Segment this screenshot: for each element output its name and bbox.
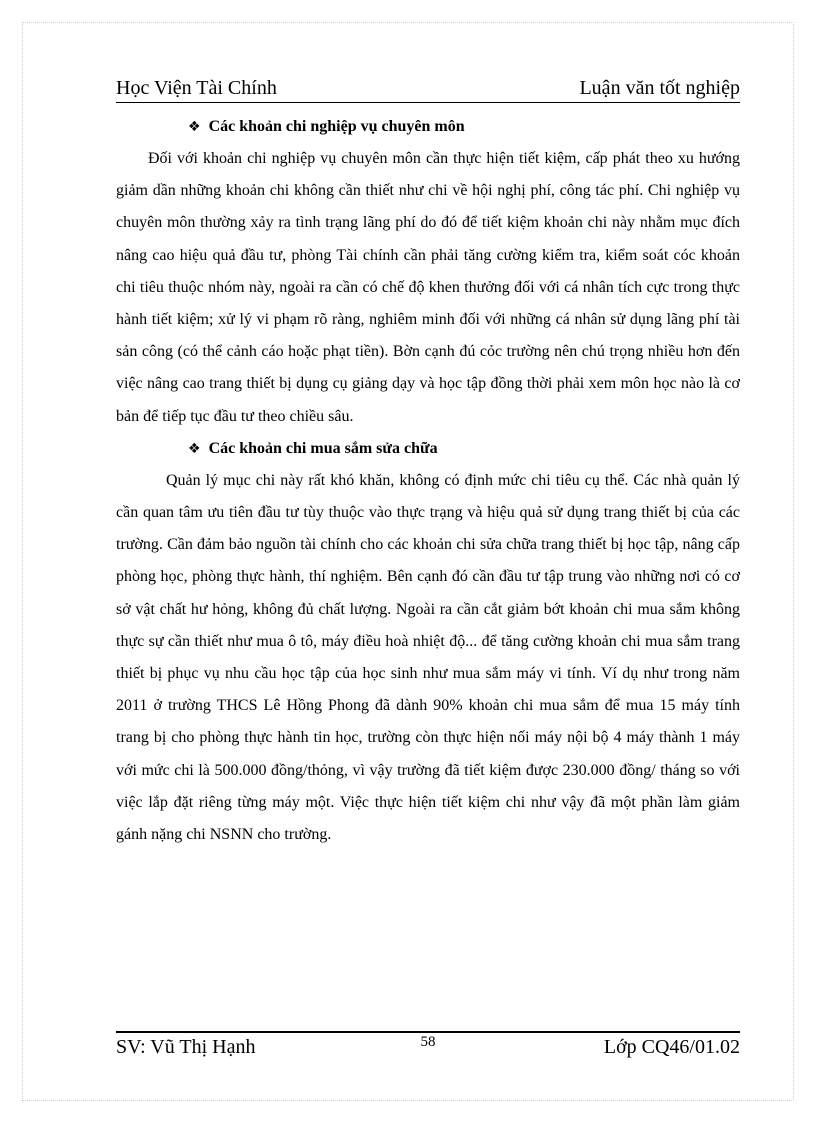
section-heading-text: Các khoản chi mua sắm sửa chữa xyxy=(208,439,438,457)
page-footer xyxy=(116,1036,740,1066)
page-border-top xyxy=(22,22,794,23)
paragraph-professional-expenses: Đối với khoản chi nghiệp vụ chuyên môn cần thực hiện tiết kiệm, cấp phát theo xu hướng giảm dần những khoản chi không cần thiết như chi về hội nghị phí, công tác phí. Chi nghiệp vụ chuyên môn thường xảy ra tình trạng lãng phí do đó để tiết kiệm khoản chi này nhằm mục đích nâng cao hiệu quả đầu tư, phòng Tài chính cần phải tăng cường kiểm tra, kiểm soát cóc khoản chi tiêu thuộc nhóm này, ngoài ra cần có chế độ khen thưởng đối với cá nhân tích cực trong thực hành tiết kiệm; xử lý vi phạm rõ ràng, nghiêm minh đối với những cá nhân sử dụng lãng phí tài sản công (có thể cảnh cáo hoặc phạt tiền). Bờn cạnh đú cỏc trường nên chú trọng nhiều hơn đến việc nâng cao trang thiết bị dụng cụ giảng dạy và học tập đồng thời phải xem môn học nào là cơ bản để tiếp tục đầu tư theo chiều sâu. xyxy=(116,150,740,425)
section-heading-professional-expenses xyxy=(116,111,740,143)
footer-divider xyxy=(116,1031,740,1033)
paragraph-procurement-repair: Quản lý mục chi này rất khó khăn, không có định mức chi tiêu cụ thể. Các nhà quản lý cần quan tâm ưu tiên đầu tư tùy thuộc vào thực trạng và hiệu quả sử dụng trang thiết bị của các trường. Cần đảm bảo nguồn tài chính cho các khoản chi sửa chữa trang thiết bị học tập, nâng cấp phòng học, phòng thực hành, thí nghiệm. Bên cạnh đó cần đầu tư tập trung vào những nơi có cơ sở vật chất hư hỏng, không đủ chất lượng. Ngoài ra cần cắt giảm bớt khoản chi mua sắm không thực sự cần thiết như mua ô tô, máy điều hoà nhiệt độ... để tăng cường khoản chi mua sắm trang thiết bị phục vụ nhu cầu học tập của học sinh như mua sắm máy vi tính. Ví dụ như trong năm 2011 ở trường THCS Lê Hồng Phong đã dành 90% khoản chi mua sắm để mua 15 máy tính trang bị cho phòng thực hành tin học, trường còn thực hiện nối máy nội bộ 4 máy thành 1 máy với mức chi là 500.000 đồng/thỏng, vì vậy trường đã tiết kiệm được 230.000 đồng/ tháng so với việc lắp đặt riêng từng máy một. Việc thực hiện tiết kiệm chi như vậy đã một phần làm giảm gánh nặng chi NSNN cho trường. xyxy=(116,471,740,844)
page-border-left xyxy=(22,22,23,1101)
header-document-type: Luận văn tốt nghiệp xyxy=(579,77,740,99)
footer-class-code: Lớp CQ46/01.02 xyxy=(603,1036,740,1058)
section-heading-procurement-repair xyxy=(116,433,740,465)
page-border-right xyxy=(793,22,794,1101)
diamond-bullet-icon: ❖ xyxy=(188,119,201,135)
page-border-bottom xyxy=(22,1100,794,1101)
diamond-bullet-icon: ❖ xyxy=(188,440,201,457)
page-body xyxy=(116,111,740,851)
header-institution: Học Viện Tài Chính xyxy=(116,77,277,99)
page-header xyxy=(116,74,740,103)
footer-student-name: SV: Vũ Thị Hạnh xyxy=(116,1036,256,1058)
section-heading-text: Các khoản chi nghiệp vụ chuyên môn xyxy=(208,118,465,135)
page-number: 58 xyxy=(420,1034,436,1050)
